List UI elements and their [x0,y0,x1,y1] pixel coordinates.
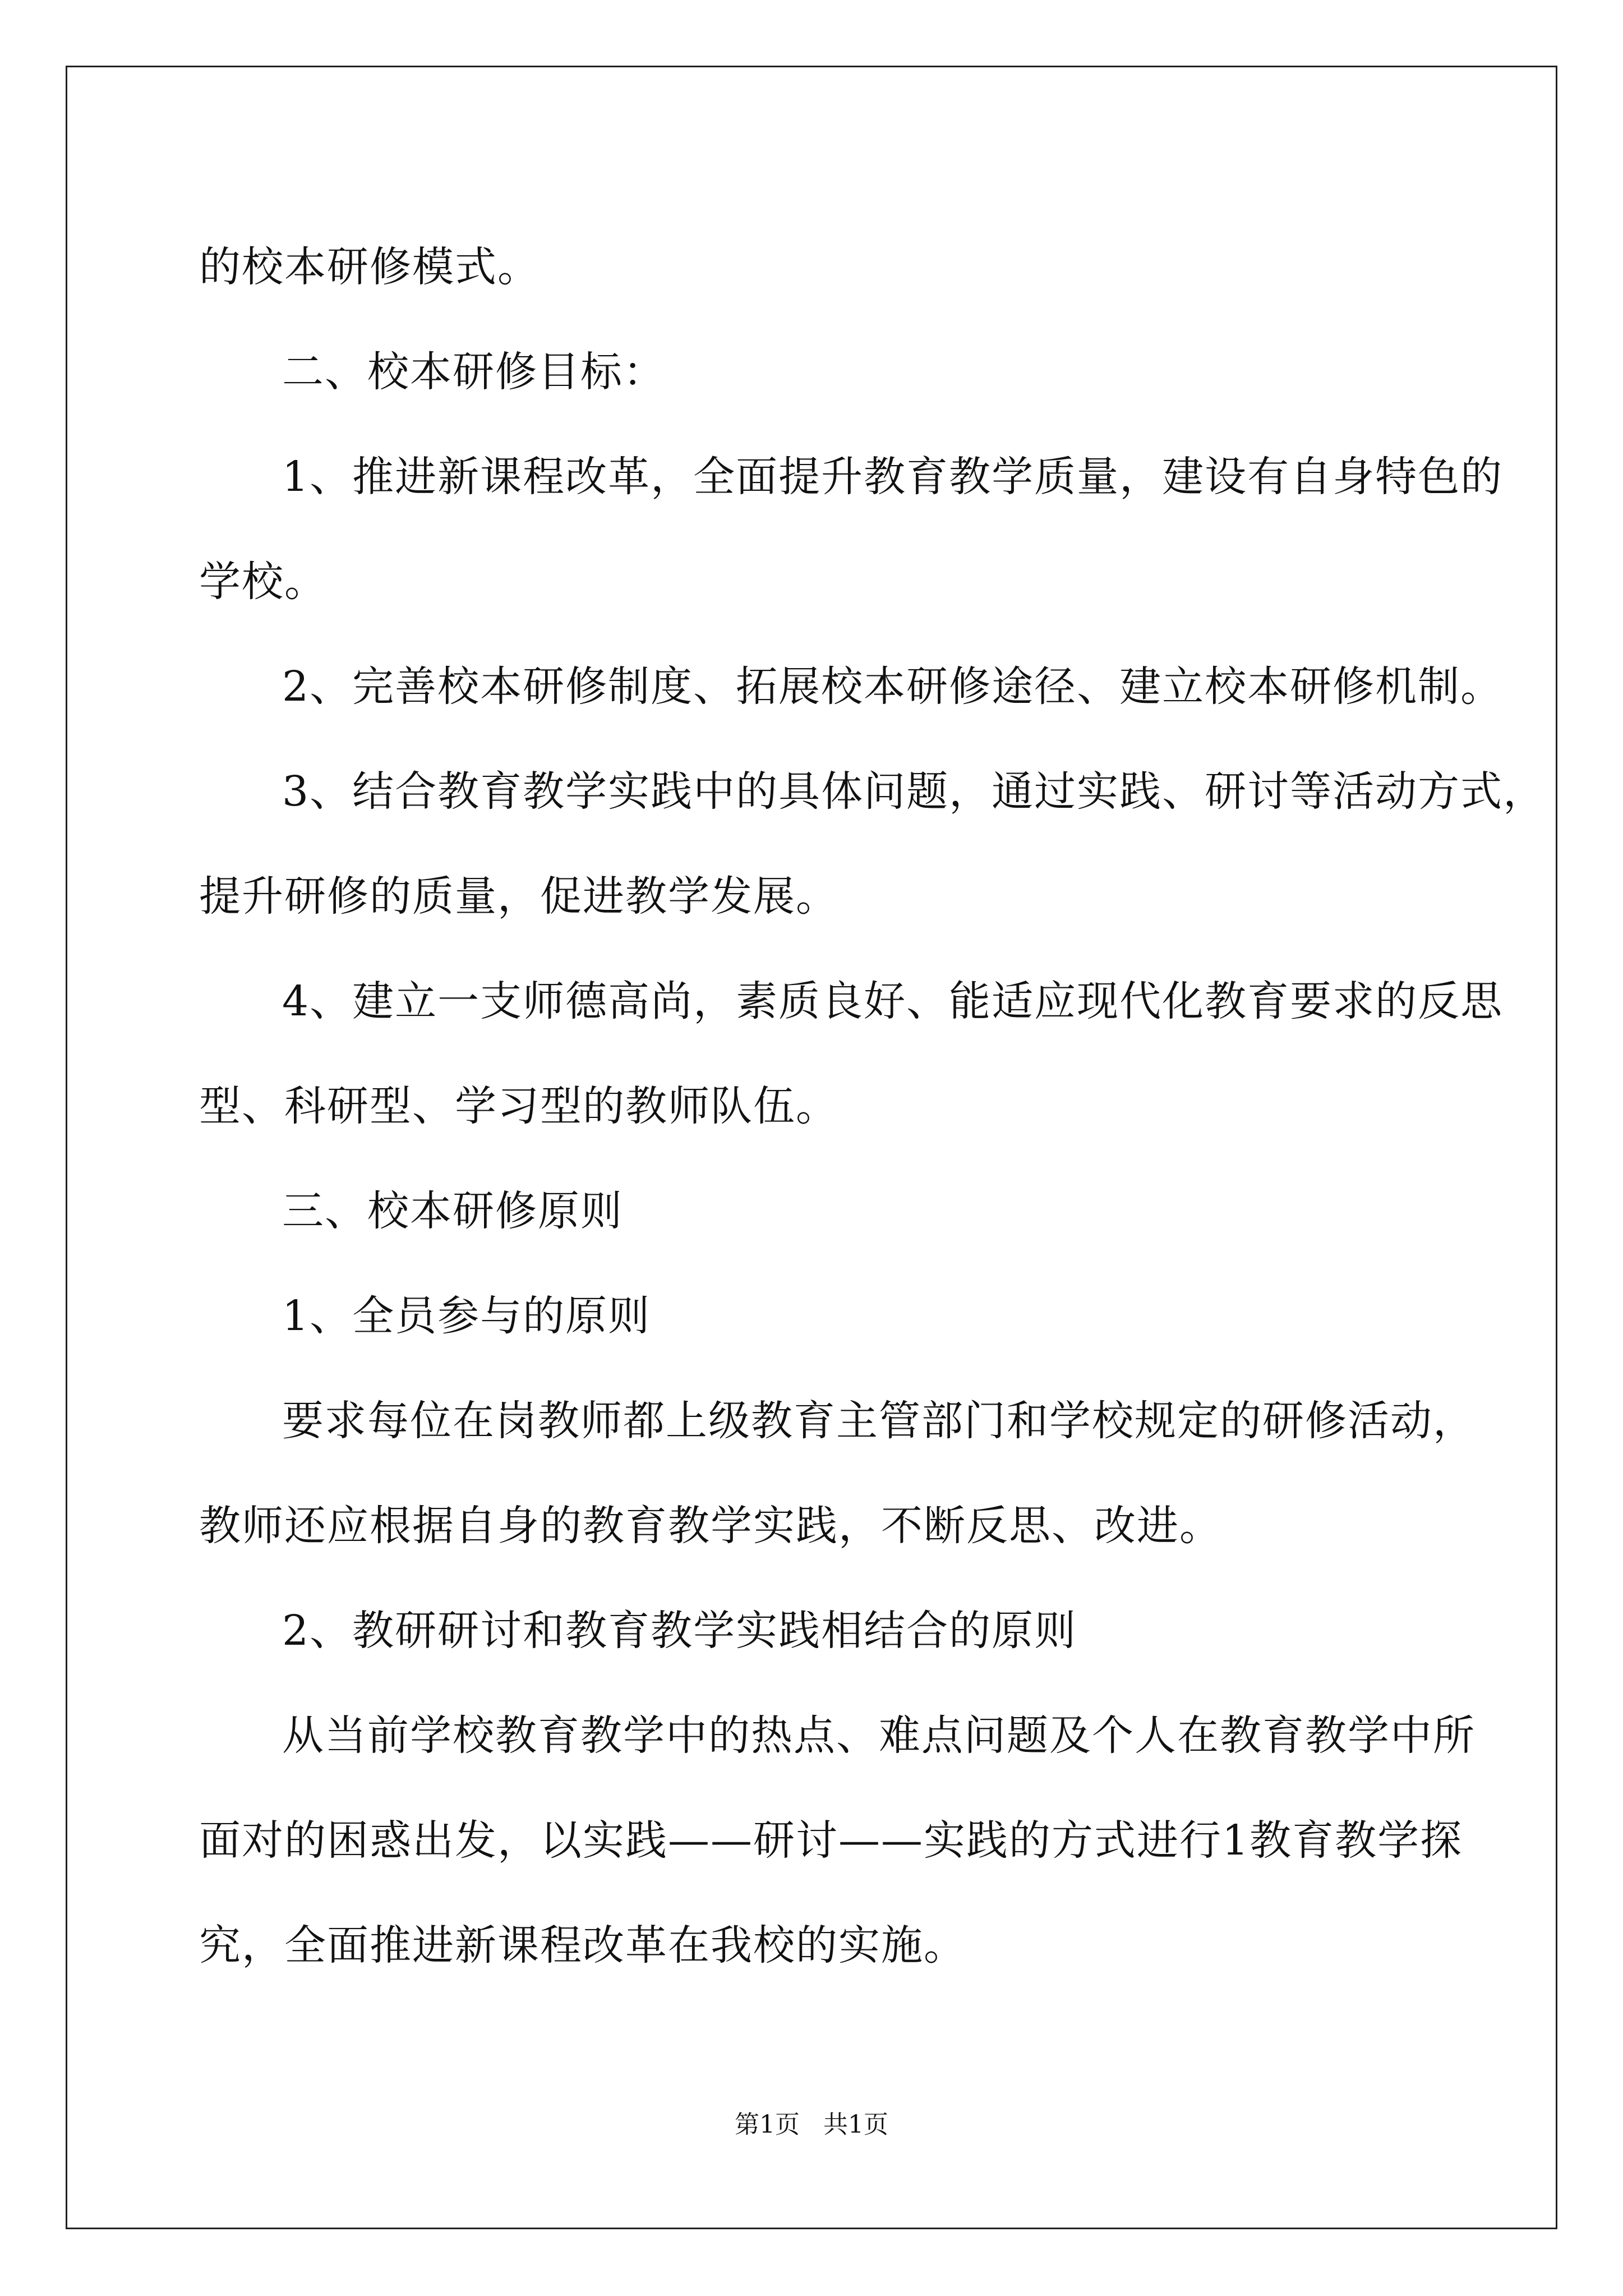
line-5: 2、完善校本研修制度、拓展校本研修途径、建立校本研修机制。 [282,662,1504,711]
line-10: 三、校本研修原则 [282,1187,623,1235]
line-2: 二、校本研修目标： [282,348,666,396]
line-12: 要求每位在岗教师都上级教育主管部门和学校规定的研修活动， [282,1397,1476,1445]
line-17: 究，全面推进新课程改革在我校的实施。 [199,1921,966,1970]
line-13: 教师还应根据自身的教育教学实践，不断反思、改进。 [199,1502,1222,1550]
line-11: 1、全员参与的原则 [282,1292,651,1340]
line-6: 3、结合教育教学实践中的具体问题，通过实践、研讨等活动方式， [282,767,1546,816]
line-7: 提升研修的质量，促进教学发展。 [199,872,838,921]
line-1: 的校本研修模式。 [199,243,540,291]
page-footer [0,2109,1623,2141]
document-body [199,215,1546,1998]
line-4: 学校。 [199,558,327,606]
line-3: 1、推进新课程改革，全面提升教育教学质量，建设有自身特色的 [282,453,1504,501]
line-14: 2、教研研讨和教育教学实践相结合的原则 [282,1607,1077,1655]
line-8: 4、建立一支师德高尚，素质良好、能适应现代化教育要求的反思 [282,977,1504,1025]
line-16: 面对的困惑出发，以实践——研讨——实践的方式进行1教育教学探 [199,1816,1463,1865]
line-15: 从当前学校教育教学中的热点、难点问题及个人在教育教学中所 [282,1711,1476,1760]
page-number-label: 第1页 共1页 [735,2110,888,2139]
line-9: 型、科研型、学习型的教师队伍。 [199,1082,838,1130]
